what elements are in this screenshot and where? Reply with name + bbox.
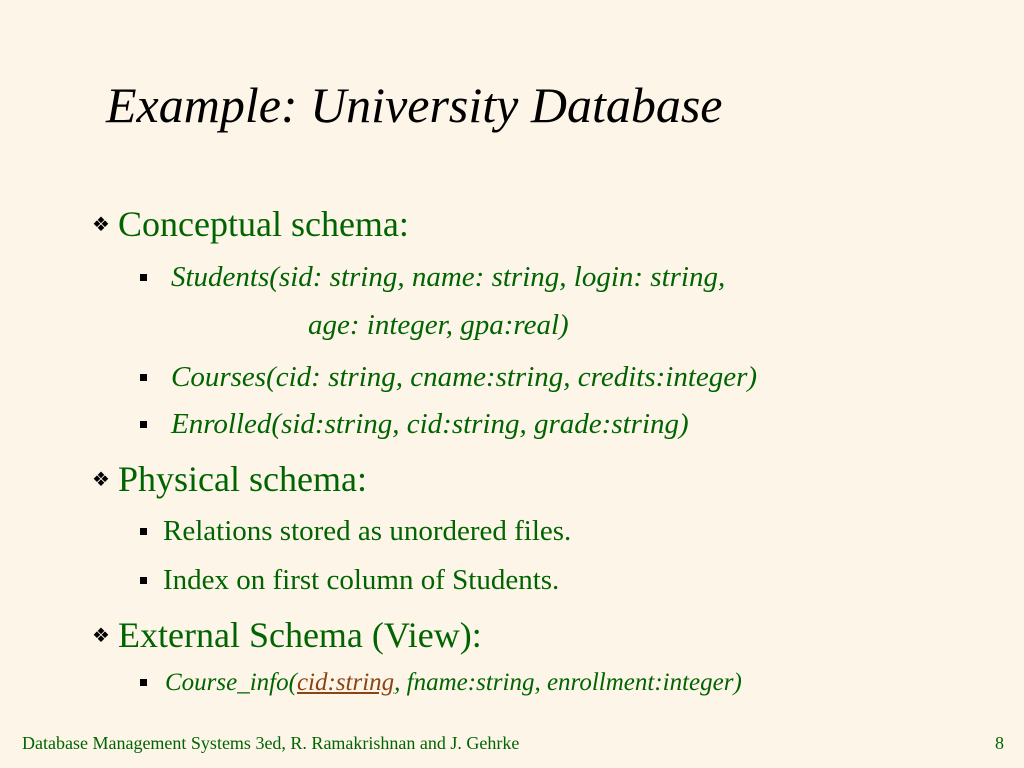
sub-bullet-relations	[140, 515, 571, 548]
diamond-bullet-icon: ❖	[92, 214, 110, 237]
square-bullet-icon	[140, 577, 147, 584]
underlined-key-field: cid:string	[296, 669, 395, 696]
footer-citation: Database Management Systems 3ed, R. Ramakrishnan and J. Gehrke	[22, 733, 520, 753]
section-heading: Conceptual schema:	[118, 204, 409, 244]
page-number: 8	[995, 733, 1004, 753]
view-name: Course_info(	[165, 669, 297, 696]
sub-bullet-text: Index on first column of Students.	[163, 564, 560, 596]
square-bullet-icon	[140, 274, 147, 281]
square-bullet-icon	[140, 679, 147, 686]
diamond-bullet-icon: ❖	[92, 469, 110, 492]
view-fields: , fname:string, enrollment:integer)	[394, 669, 742, 696]
section-heading: External Schema (View):	[118, 615, 482, 655]
square-bullet-icon	[140, 374, 147, 381]
sub-bullet-enrolled	[140, 408, 689, 441]
sub-bullet-text: Relations stored as unordered files.	[163, 515, 572, 547]
bullet-external-schema	[92, 614, 482, 656]
sub-bullet-text: Enrolled(sid:string, cid:string, grade:string)	[171, 408, 689, 440]
bullet-physical-schema	[92, 458, 367, 500]
sub-bullet-students	[140, 261, 725, 294]
bullet-conceptual-schema	[92, 203, 409, 245]
square-bullet-icon	[140, 528, 147, 535]
sub-bullet-index	[140, 564, 559, 597]
diamond-bullet-icon: ❖	[92, 625, 110, 648]
sub-bullet-text: Students(sid: string, name: string, login: string,	[171, 261, 726, 293]
sub-bullet-text: Courses(cid: string, cname:string, credits:integer)	[171, 361, 758, 393]
sub-bullet-course-info	[140, 669, 742, 697]
sub-bullet-courses	[140, 361, 757, 394]
square-bullet-icon	[140, 421, 147, 428]
sub-bullet-continuation: age: integer, gpa:real)	[308, 309, 569, 341]
slide-title: Example: University Database	[106, 77, 723, 133]
section-heading: Physical schema:	[118, 459, 367, 499]
